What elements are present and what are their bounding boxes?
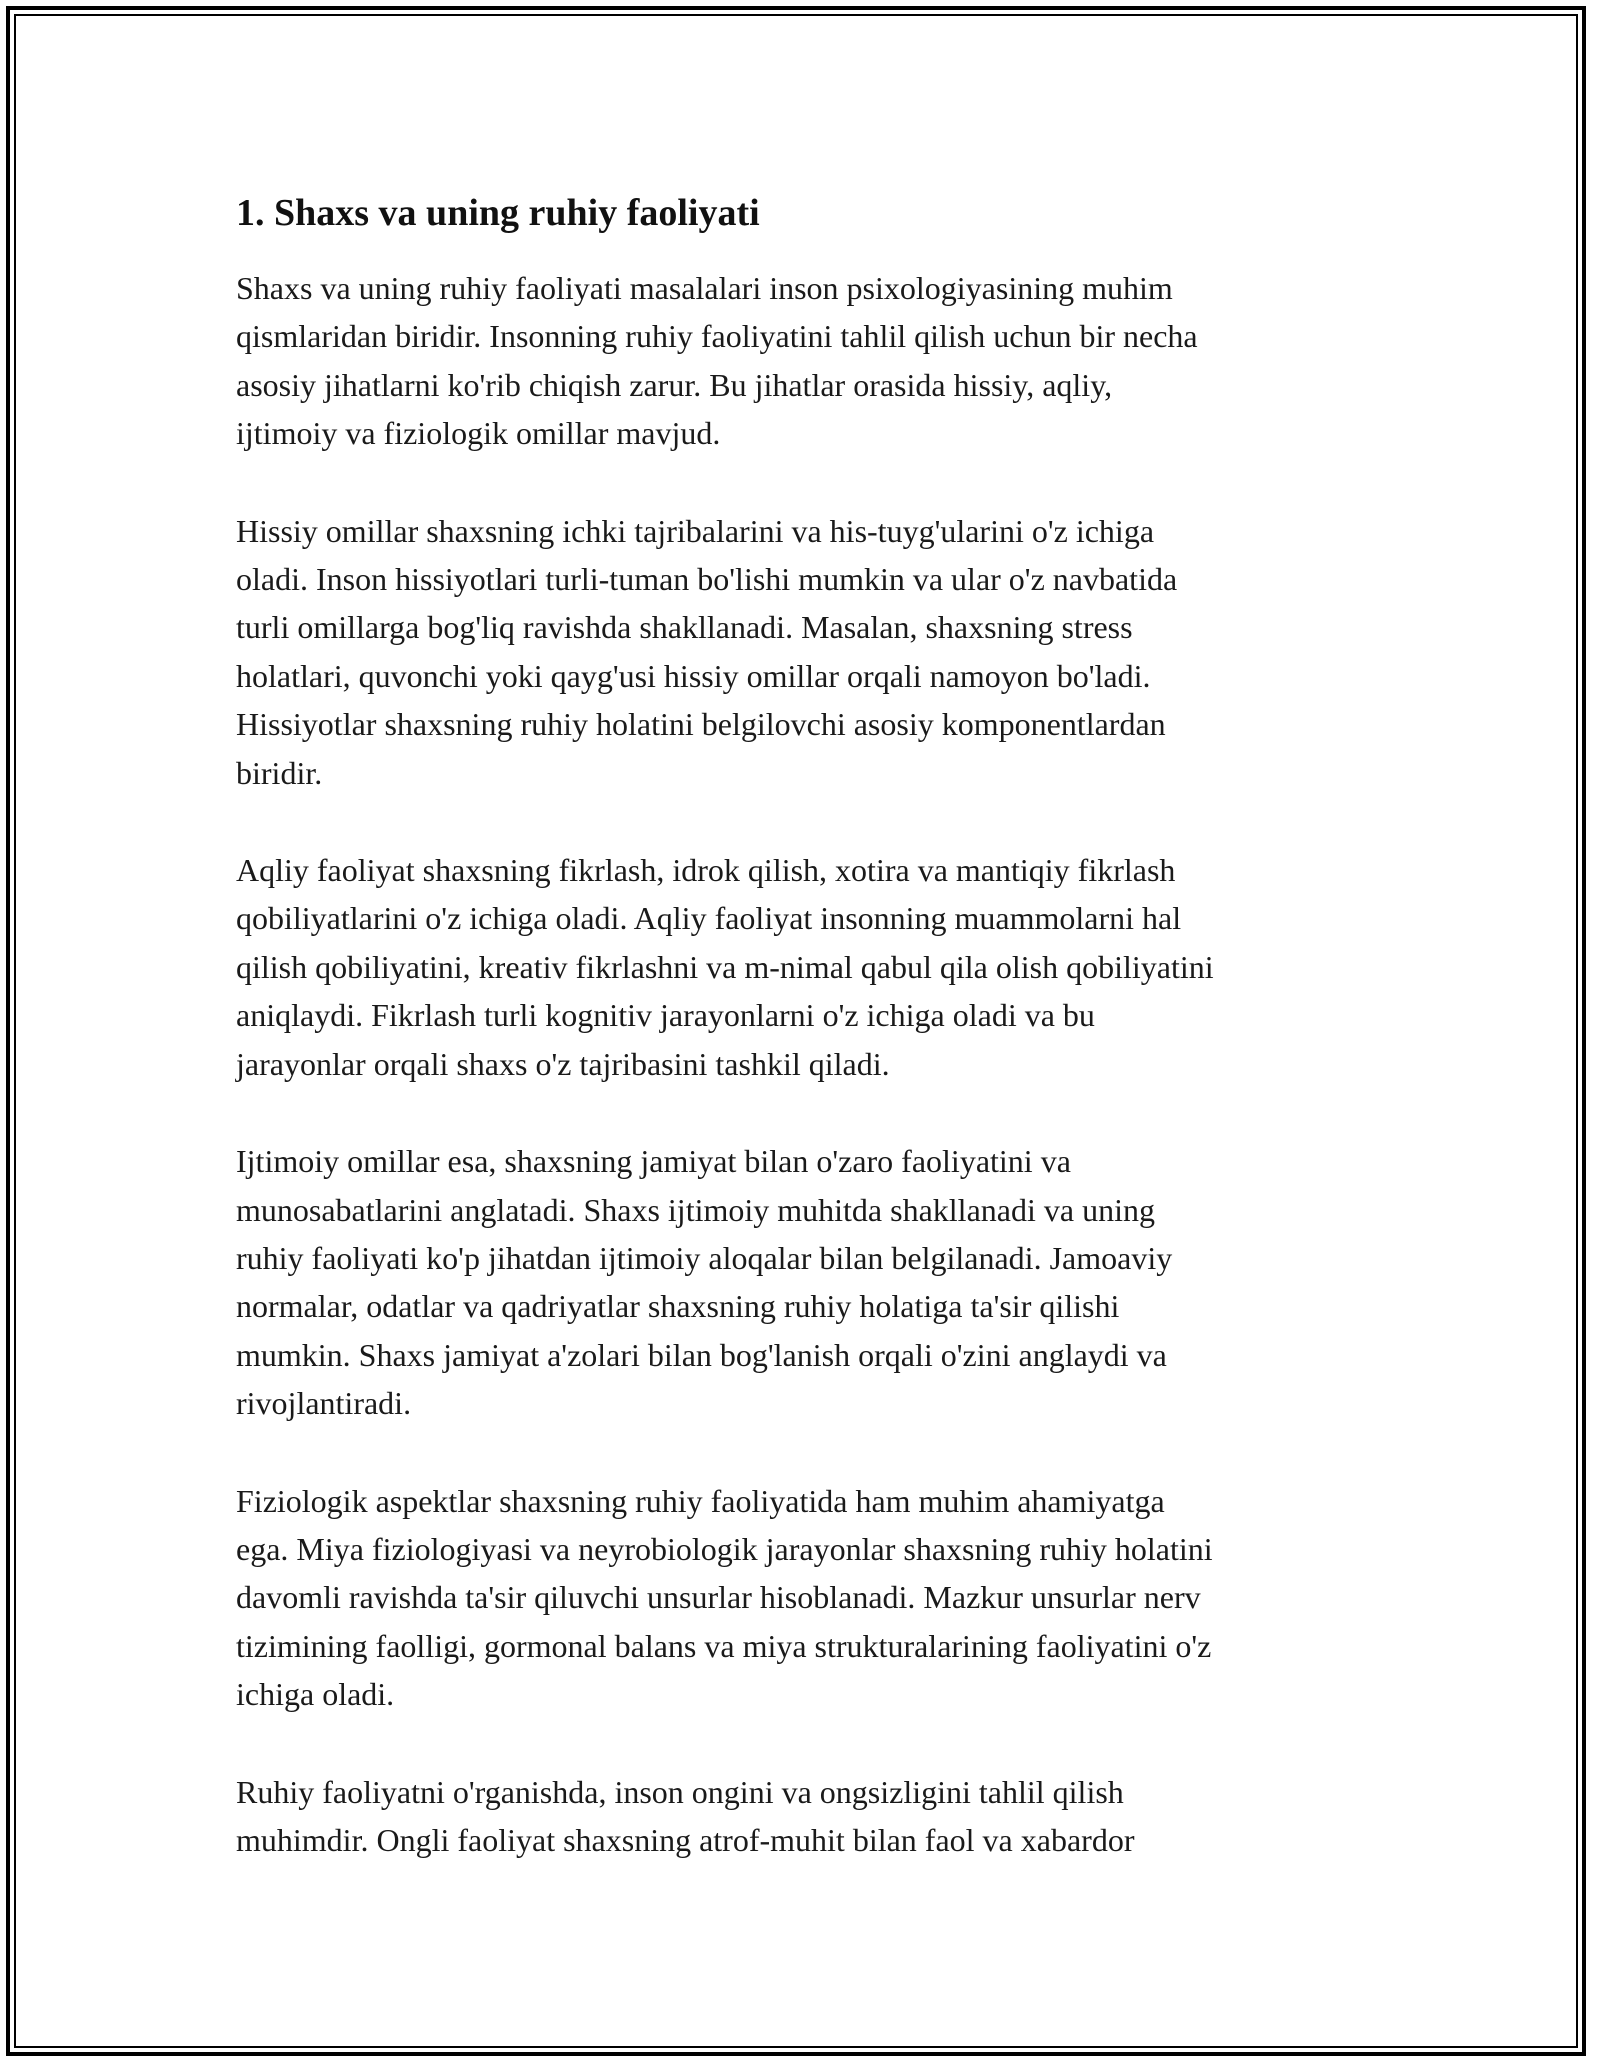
paragraph-line: mumkin. Shaxs jamiyat a'zolari bilan bog'lanish orqali o'zini anglaydi va [236, 1336, 1167, 1373]
paragraph-line: normalar, odatlar va qadriyatlar shaxsning ruhiy holatiga ta'sir qilishi [236, 1288, 1120, 1325]
paragraph [236, 846, 1366, 1088]
paragraph-line: Hissiyotlar shaxsning ruhiy holatini belgilovchi asosiy komponentlardan [236, 706, 1166, 743]
paragraph-line: ichiga oladi. [236, 1676, 395, 1713]
paragraph-line: jarayonlar orqali shaxs o'z tajribasini tashkil qiladi. [236, 1045, 890, 1082]
paragraph-line: ega. Miya fiziologiyasi va neyrobiologik jarayonlar shaxsning ruhiy holatini [236, 1530, 1213, 1567]
paragraph-line: munosabatlarini anglatadi. Shaxs ijtimoiy muhitda shakllanadi va uning [236, 1191, 1155, 1228]
paragraph-line: rivojlantiradi. [236, 1385, 412, 1422]
paragraph-line: qilish qobiliyatini, kreativ fikrlashni va m-nimal qabul qila olish qobiliyatini [236, 948, 1214, 985]
paragraph-line: Fiziologik aspektlar shaxsning ruhiy faoliyatida ham muhim ahamiyatga [236, 1482, 1165, 1519]
paragraph-line: Ruhiy faoliyatni o'rganishda, inson ongini va ongsizligini tahlil qilish [236, 1773, 1124, 1810]
paragraph-line: ruhiy faoliyati ko'p jihatdan ijtimoiy aloqalar bilan belgilanadi. Jamoaviy [236, 1239, 1173, 1276]
paragraph [236, 1768, 1366, 1865]
paragraph-line: Aqliy faoliyat shaxsning fikrlash, idrok qilish, xotira va mantiqiy fikrlash [236, 852, 1176, 889]
paragraph-line: oladi. Inson hissiyotlari turli-tuman bo'lishi mumkin va ular o'z navbatida [236, 561, 1178, 598]
paragraph-line: davomli ravishda ta'sir qiluvchi unsurlar hisoblanadi. Mazkur unsurlar nerv [236, 1579, 1201, 1616]
paragraph-line: ijtimoiy va fiziologik omillar mavjud. [236, 415, 721, 452]
paragraph-line: turli omillarga bog'liq ravishda shakllanadi. Masalan, shaxsning stress [236, 609, 1133, 646]
paragraph-line: aniqlaydi. Fikrlash turli kognitiv jarayonlarni o'z ichiga oladi va bu [236, 997, 1095, 1034]
paragraph [236, 1137, 1366, 1427]
paragraph-line: qismlaridan biridir. Insonning ruhiy faoliyatini tahlil qilish uchun bir necha [236, 318, 1198, 355]
page-content [236, 186, 1366, 1913]
paragraph [236, 264, 1366, 458]
paragraph-line: Ijtimoiy omillar esa, shaxsning jamiyat bilan o'zaro faoliyatini va [236, 1143, 1071, 1180]
paragraph-line: tizimining faolligi, gormonal balans va miya strukturalarining faoliyatini o'z [236, 1627, 1212, 1664]
paragraph-line: Hissiy omillar shaxsning ichki tajribalarini va his-tuyg'ularini o'z ichiga [236, 512, 1155, 549]
paragraphs-container [236, 264, 1366, 1864]
paragraph-line: qobiliyatlarini o'z ichiga oladi. Aqliy faoliyat insonning muammolarni hal [236, 900, 1182, 937]
paragraph-line: biridir. [236, 754, 323, 791]
paragraph-line: muhimdir. Ongli faoliyat shaxsning atrof-muhit bilan faol va xabardor [236, 1821, 1135, 1858]
paragraph [236, 507, 1366, 797]
paragraph-line: asosiy jihatlarni ko'rib chiqish zarur. Bu jihatlar orasida hissiy, aqliy, [236, 366, 1113, 403]
paragraph [236, 1477, 1366, 1719]
paragraph-line: Shaxs va uning ruhiy faoliyati masalalari inson psixologiyasining muhim [236, 270, 1173, 306]
paragraph-line: holatlari, quvonchi yoki qayg'usi hissiy omillar orqali namoyon bo'ladi. [236, 657, 1151, 694]
section-heading: 1. Shaxs va uning ruhiy faoliyati [236, 192, 760, 234]
